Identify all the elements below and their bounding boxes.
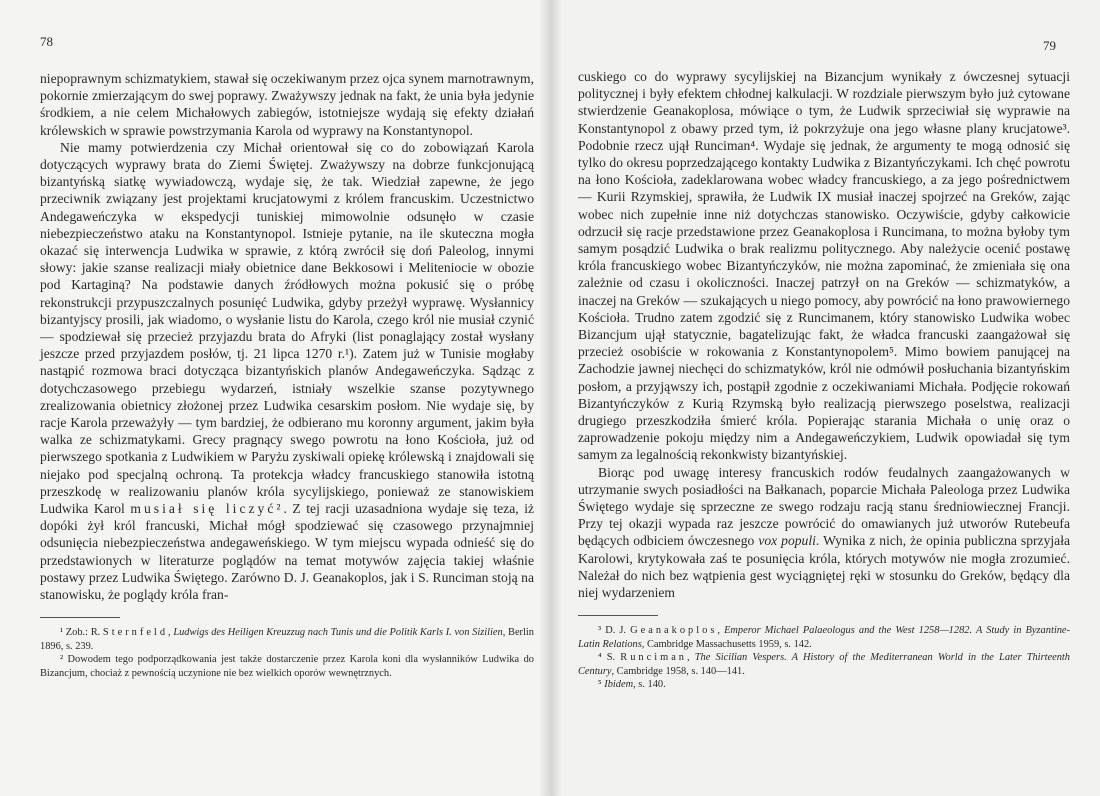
footnote-3-title: Emperor Michael Palaeologus and the West 1258—1282. A Study in Byzantine-Latin Relations xyxy=(578,625,1070,650)
right-page xyxy=(550,0,1100,796)
footnote-3-rest: , Cambridge Massachusetts 1959, s. 142. xyxy=(641,638,812,650)
right-page-body xyxy=(578,68,1070,601)
footnote-4-rest: , Cambridge 1958, s. 140—141. xyxy=(611,665,745,677)
footnote-3-prefix: ³ D. J. xyxy=(598,625,631,637)
right-footnotes xyxy=(578,624,1070,691)
left-footnotes xyxy=(40,626,534,680)
footnote-3-sep: , xyxy=(717,625,725,637)
footnote-3-author: Geanakoplos xyxy=(630,625,718,637)
footnote-5-title: Ibidem xyxy=(604,678,634,690)
footnote-5-rest: , s. 140. xyxy=(633,678,666,690)
right-page-number: 79 xyxy=(1043,38,1056,53)
footnote-4-sep: , xyxy=(687,652,695,664)
footnote-4-author: Runciman xyxy=(620,652,688,664)
footnote-2: ² Dowodem tego podporządkowania jest także dostarczenie przez Karola koni dla wysłanników Ludwika do Bizancjum, chociaż z pewnością uczynione nie bez wielkich oporów wewnętrznych. xyxy=(40,654,534,679)
right-paragraph-1: cuskiego co do wyprawy sycylijskiej na Bizancjum wynikały z ówczesnej sytuacji politycznej i były efektem chłodnej kalkulacji. W rozdziale pierwszym było już cytowane stwierdzenie Geanakoplosa, mówiące o tym, że Ludwik sprzeciwiał się wyprawie na Konstantynopol z obawy przed tym, iż pokrzyżuje ona jego własne plany krucjatowe³. Podobnie rzecz ujął Runciman⁴. Wydaje się jednak, że argumenty te mogą odnosić się tylko do okresu poprzedzającego kontakty Ludwika z Bizantyńczykami. Ich chęć powrotu na łono Kościoła, zadeklarowana wobec władcy francuskiego, a za jego pośrednictwem — Kurii Rzymskiej, sprawiła, że Ludwik IX musiał inaczej spojrzeć na Greków, zając wobec nich zupełnie inne niż dotychczas stanowisko. Oczywiście, gdyby całkowicie odrzucił się racje przedstawione przez Geanakoplosa i Runcimana, to można byłoby tym samym posądzić Ludwika o brak realizmu politycznego. Aby należycie ocenić postawę króla francuskiego wobec Bizantyńczyków, nie można zapominać, że zmieniała się ona zależnie od czasu i okoliczności. Inaczej patrzył on na Greków — schizmatyków, a inaczej na Greków — szukających u niego pomocy, aby powrócić na łono prawowiernego Kościoła. Trudno zatem zgodzić się z Runcimanem, który stanowisko Ludwika wobec Bizancjum ujął statycznie, bagatelizując fakt, że władca francuski zaangażował się przecież osobiście w rokowania z Konstantynopolem⁵. Mimo bowiem panującej na Zachodzie jawnej niechęci do schizmatyków, król nie odmówił posłuchania bizantyńskim posłom, a przyjąwszy ich, postąpił zgodnie z oczekiwaniami Michała. Podjęcie rokowań Bizantyńczyków z Kurią Rzymską było realizacją pierwszego poselstwa, realizacji drugiego przeszkodziła śmierć króla. Popierając starania Michała o unię oraz o zaprowadzenie pokoju między nim a Andegaweńczykiem, Ludwik opowiadał się tym samym za legalnością rekonkwisty bizantyńskiej. xyxy=(578,69,1070,463)
footnote-1-author: Sternfeld xyxy=(102,627,169,639)
footnote-5-prefix: ⁵ xyxy=(598,678,605,690)
footnote-1-title: Ludwigs des Heiligen Kreuzzug nach Tunis und die Politik Karls I. von Sizilien xyxy=(173,627,503,639)
right-paragraph-2-b: . Wynika z nich, że opinia publiczna sprzyjała Karolowi, krytykowała zaś te posunięcia króla, których motywów nie mogła zrozumieć. Należał do nich bez wątpienia gest wyciągniętej ręki w stosunku do Greków, będący dla niej wydarzeniem xyxy=(578,533,1071,601)
footnote-4-title: The Sicilian Vespers. A History of the Mediterranean World in the Later Thirteenth Century xyxy=(578,652,1071,677)
footnote-5 xyxy=(578,678,1070,691)
left-paragraph-1: niepoprawnym schizmatykiem, stawał się oczekiwanym przez ojca synem marnotrawnym, pokornie zmierzającym do swej poprawy. Zważywszy jednak na fakt, że unia była jedynie środkiem, a nie celem Michałowych zabiegów, istotniejsze wydają się efekty działań królewskich w sprawie powstrzymania Karola od wyprawy na Konstantynopol. xyxy=(40,71,534,138)
footnote-1-sep: , xyxy=(168,627,174,639)
footnote-4 xyxy=(578,651,1070,678)
right-paragraph-2-a: Biorąc pod uwagę interesy francuskich rodów feudalnych zaangażowanych w utrzymanie swych posiadłości na Bałkanach, poparcie Michała Paleologa przez Ludwika Świętego wydaje się sprzeczne ze swego rodzaju racją stanu średniowiecznej Francji. Przy tej okazji wypada raz jeszcze powrócić do omawianych już utworów Rutebeufa będących odbiciem ówczesnego xyxy=(578,464,1070,549)
left-paragraph-2-continuation: . Z tej racji uzasadniona wydaje się teza, iż dopóki żył król francuski, Michał mógł spodziewać się czasowego przynajmniej odsunięcia niebezpieczeństwa andegaweńskiego. W tym miejscu wypada odnieść się do przedstawionych w literaturze poglądów na temat motywów zajęcia takiej właśnie postawy przez Ludwika Świętego. Zarówno D. J. Geanakoplos, jak i S. Runciman stoją na stanowisku, że poglądy króla fran- xyxy=(40,501,535,603)
right-footnote-rule xyxy=(578,615,658,616)
left-page-number: 78 xyxy=(40,34,53,49)
right-paragraph-2-italic: vox populi xyxy=(758,533,816,549)
footnote-1 xyxy=(40,626,534,653)
left-footnote-rule xyxy=(40,617,120,618)
footnote-3 xyxy=(578,624,1070,651)
left-page-body xyxy=(40,70,534,603)
footnote-1-rest: , Berlin 1896, s. 239. xyxy=(40,627,534,652)
right-paragraph-2 xyxy=(578,464,1070,602)
left-paragraph-2 xyxy=(40,139,534,603)
left-paragraph-2-text: Nie mamy potwierdzenia czy Michał orientował się co do zobowiązań Karola dotyczących wyprawy brata do Ziemi Świętej. Zważywszy na dobrze funkcjonującą bizantyńską siatkę wywiadowczą, wydaje się, że tak. Wiedział zapewne, że jego przeciwnik związany jest projektami krucjatowymi z królem francuskim. Uczestnictwo Andegaweńczyka w ekspedycji tuniskiej mimowolnie odsunęło w czasie niebezpieczeństwo ataku na Konstantynopol. Istnieje pytanie, na ile skuteczna mogła okazać się interwencja Ludwika w sprawie, z którą zwrócił się doń Paleolog, innymi słowy: jakie szanse realizacji miały obietnice dane Bekkosowi i Meliteniocie w obozie pod Kartaginą? Na podstawie danych źródłowych można pokusić się o próbę rekonstrukcji przypuszczalnych posunięć Ludwika, gdyby przeżył wyprawę. Wysłannicy bizantyjscy prosili, jak wiadomo, o wysłanie listu do Karola, czego król nie musiał czynić — spodziewał się przecież przyjazdu brata do Afryki (list ponaglający został wysłany jeszcze przed przyjazdem posłów, tj. 21 lipca 1270 r.¹). Zatem już w Tunisie mogłaby nastąpić rozmowa braci dotycząca bizantyńskich planów Andegaweńczyka. Sądząc z dotychczasowego przebiegu wydarzeń, istniały wszelkie szanse pozytywnego zrealizowania obietnicy złożonej przez Ludwika cesarskim posłom. Nie wydaje się, by racje Karola przeważyły — tym bardziej, że odbierano mu koronny argument, jakim była walka ze schizmatykami. Grecy pragnący swego powrotu na łono Kościoła, już od pierwszego spotkania z Ludwikiem w Paryżu zyskiwali opiekę królewską i znajdowali się niejako pod specjalną ochroną. Ta protekcja władcy francuskiego stanowiła istotną przeszkodę w realizowaniu planów króla sycylijskiego, ponieważ ze stanowiskiem Ludwika Karol xyxy=(40,139,534,517)
footnote-4-prefix: ⁴ S. xyxy=(598,652,621,664)
footnote-1-prefix: ¹ Zob.: R. xyxy=(60,627,103,639)
left-paragraph-2-spaced: musiał się liczyć² xyxy=(130,501,284,517)
